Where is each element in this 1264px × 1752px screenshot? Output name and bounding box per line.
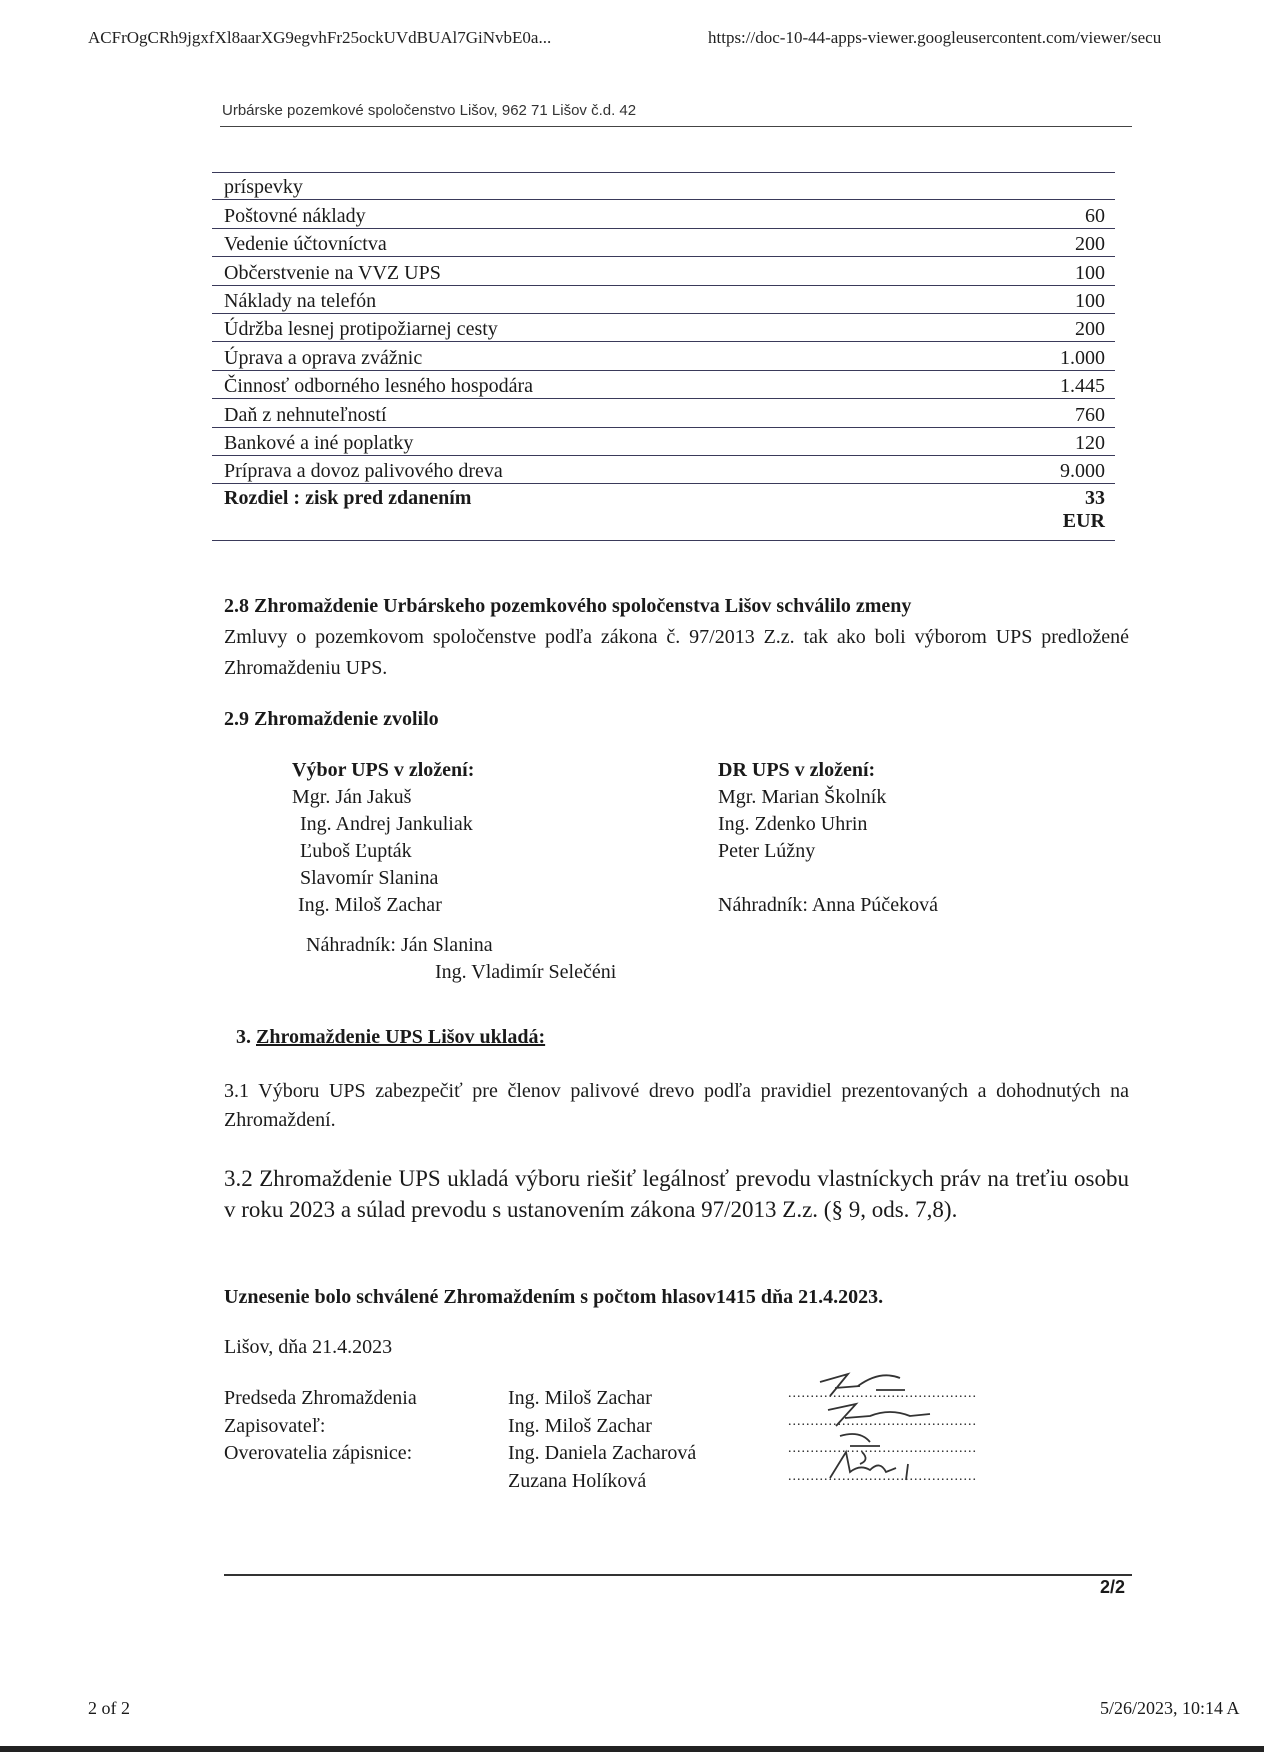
document-header: Urbárske pozemkové spoločenstvo Lišov, 962 71 Lišov č.d. 42	[222, 102, 637, 119]
committee-list	[292, 757, 616, 986]
row-label: Občerstvenie na VVZ UPS	[224, 261, 441, 284]
table-row	[212, 456, 1115, 484]
table-row	[212, 172, 1115, 200]
signature-roles	[224, 1385, 417, 1468]
signature-line: ..........................................	[788, 1468, 977, 1484]
row-value: 760	[1075, 403, 1105, 426]
footer-divider	[224, 1574, 1132, 1576]
bottom-edge	[0, 1746, 1264, 1752]
row-value: 1.445	[1060, 375, 1105, 398]
supervisory-board-list	[718, 757, 938, 919]
row-value: 60	[1085, 204, 1105, 227]
document-id: ACFrOgCRh9jgxfXl8aarXG9egvhFr25ockUVdBUAl7GiNvbE0a...	[88, 28, 552, 47]
signature-line: ..........................................	[788, 1441, 977, 1456]
handwritten-signatures	[790, 1360, 1030, 1495]
committee-substitute: Náhradník: Ján Slanina	[306, 934, 493, 956]
board-member: Mgr. Marian Školník	[718, 786, 887, 808]
table-row	[212, 428, 1115, 456]
board-title: DR UPS v zložení:	[718, 759, 876, 781]
role: Zapisovateľ:	[224, 1414, 326, 1437]
committee-title: Výbor UPS v zložení:	[292, 759, 475, 781]
row-label: Daň z nehnuteľností	[224, 403, 387, 426]
row-label: Vedenie účtovníctva	[224, 233, 387, 256]
table-row	[212, 371, 1115, 399]
row-value: 100	[1075, 289, 1105, 312]
expense-table	[212, 172, 1115, 541]
currency: EUR	[212, 510, 1115, 541]
row-value: 200	[1075, 318, 1105, 341]
section-2-8-heading: 2.8 Zhromaždenie Urbárskeho pozemkového spoločenstva Lišov schválilo zmeny	[224, 595, 912, 617]
section-3-1: 3.1 Výboru UPS zabezpečiť pre členov palivové drevo podľa pravidiel prezentovaných a dohodnutých na Zhromaždení.	[224, 1080, 1129, 1131]
url[interactable]: https://doc-10-44-apps-viewer.googleusercontent.com/viewer/secu	[708, 28, 1162, 47]
row-value: 200	[1075, 233, 1105, 256]
approval-statement: Uznesenie bolo schválené Zhromaždením s počtom hlasov1415 dňa 21.4.2023.	[224, 1286, 884, 1308]
committee-member: Slavomír Slanina	[300, 867, 439, 889]
role: Predseda Zhromaždenia	[224, 1387, 417, 1409]
signatory-name: Ing. Daniela Zacharová	[508, 1442, 697, 1464]
total-label: Rozdiel : zisk pred zdanením	[224, 487, 472, 510]
signatory-name: Ing. Miloš Zachar	[508, 1414, 652, 1437]
place-date: Lišov, dňa 21.4.2023	[224, 1336, 393, 1358]
signatory-name: Zuzana Holíková	[508, 1469, 647, 1492]
role: Overovatelia zápisnice:	[224, 1442, 413, 1464]
row-label: Náklady na telefón	[224, 289, 377, 312]
row-value: 120	[1075, 431, 1105, 454]
row-label: Poštovné náklady	[224, 204, 366, 227]
committee-member: Ľuboš Ľupták	[300, 840, 412, 862]
table-row	[212, 200, 1115, 228]
row-label: Činnosť odborného lesného hospodára	[224, 375, 534, 398]
board-member: Peter Lúžny	[718, 840, 816, 862]
signature-line: ..........................................	[788, 1386, 977, 1401]
committee-member: Ing. Miloš Zachar	[298, 894, 442, 916]
row-label: Príprava a dovoz palivového dreva	[224, 460, 503, 483]
signatory-name: Ing. Miloš Zachar	[508, 1387, 652, 1409]
row-value: 100	[1075, 261, 1105, 284]
page-number: 2/2	[1100, 1577, 1126, 1597]
committee-member: Mgr. Ján Jakuš	[292, 786, 412, 808]
table-row	[212, 399, 1115, 427]
section-3-2: 3.2 Zhromaždenie UPS ukladá výboru riešiť legálnosť prevodu vlastníckych práv na treťiu osobu v roku 2023 a súlad prevodu s ustanovením zákona 97/2013 Z.z. (§ 9, ods. 7,8).	[224, 1166, 1129, 1222]
row-label: Úprava a oprava zvážnic	[224, 346, 423, 369]
committee-member: Ing. Andrej Jankuliak	[300, 813, 473, 835]
print-datetime: 5/26/2023, 10:14 A	[1100, 1698, 1240, 1718]
section-2-8	[224, 591, 1129, 684]
header-divider	[220, 126, 1132, 127]
total-value: 33	[1085, 487, 1105, 510]
table-row	[212, 229, 1115, 257]
board-member: Ing. Zdenko Uhrin	[718, 813, 868, 835]
total-row	[212, 484, 1115, 510]
section-3-number: 3.	[236, 1026, 251, 1048]
signature-line: ..........................................	[788, 1413, 977, 1429]
section-3-heading: Zhromaždenie UPS Lišov ukladá:	[256, 1026, 546, 1048]
board-substitute: Náhradník: Anna Púčeková	[718, 894, 938, 916]
section-3-title	[236, 1026, 545, 1049]
row-value: 1.000	[1060, 346, 1105, 369]
row-label: Údržba lesnej protipožiarnej cesty	[224, 318, 498, 341]
committee-substitute-2: Ing. Vladimír Selečéni	[435, 961, 617, 983]
table-row	[212, 342, 1115, 370]
print-page-count: 2 of 2	[88, 1698, 130, 1718]
section-2-9-title: 2.9 Zhromaždenie zvolilo	[224, 708, 439, 730]
table-row	[212, 286, 1115, 314]
table-row	[212, 257, 1115, 285]
row-value: 9.000	[1060, 460, 1105, 483]
signature-names	[508, 1385, 696, 1495]
section-2-8-text: Zmluvy o pozemkovom spoločenstve podľa zákona č. 97/2013 Z.z. tak ako boli výborom UPS predložené Zhromaždeniu UPS.	[224, 626, 1129, 679]
table-row	[212, 314, 1115, 342]
row-label: Bankové a iné poplatky	[224, 431, 414, 454]
row-label: príspevky	[224, 176, 303, 199]
